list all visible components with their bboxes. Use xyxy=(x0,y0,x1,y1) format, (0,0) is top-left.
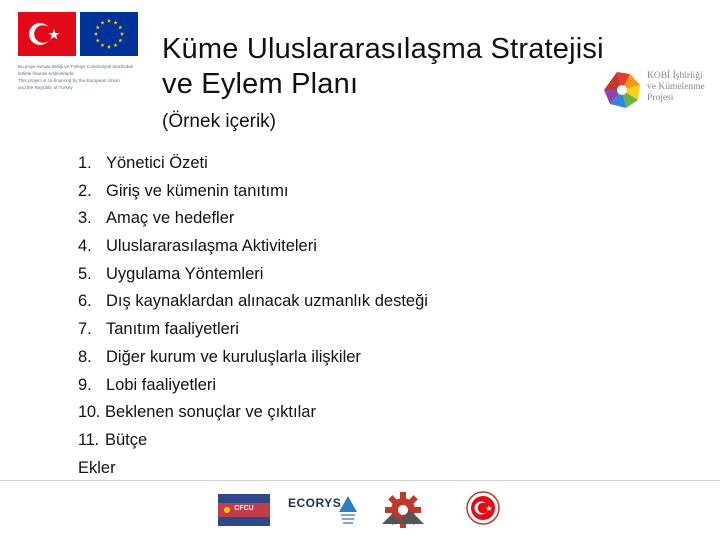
list-item-text: Amaç ve hedefler xyxy=(106,209,235,228)
appendices-label: Ekler xyxy=(78,459,116,477)
ecorys-triangle-icon xyxy=(338,494,358,526)
list-item-text: Lobi faaliyetleri xyxy=(106,375,217,394)
funding-note-line: and the Republic of Turkey xyxy=(18,85,73,90)
list-item-text: Uygulama Yöntemleri xyxy=(106,264,264,283)
project-name xyxy=(647,71,705,104)
list-item xyxy=(78,372,428,400)
ecorys-logo-text: ECORYS xyxy=(288,496,342,510)
cfcu-logo-text: CFCU xyxy=(234,505,254,512)
list-item-text: Dış kaynaklardan alınacak uzmanlık desteği xyxy=(106,292,428,311)
list-item-text: Bütçe xyxy=(105,430,148,449)
list-item-text: Beklenen sonuçlar ve çıktılar xyxy=(105,403,316,422)
turkish-flag-logo xyxy=(18,12,76,56)
list-item xyxy=(78,344,428,372)
eu-star-icon xyxy=(120,32,124,36)
eu-star-icon xyxy=(107,19,111,23)
list-item xyxy=(78,178,428,206)
eu-star-icon xyxy=(113,21,117,25)
list-item-number: 5. xyxy=(78,264,92,283)
project-flower-logo-icon xyxy=(600,68,644,112)
eu-star-icon xyxy=(107,45,111,49)
project-name-line: ve Kümelenme xyxy=(647,82,705,92)
eu-star-icon xyxy=(100,21,104,25)
eu-star-icon xyxy=(94,32,98,36)
funding-note-line: This project is co-financed by the European Union xyxy=(18,78,120,83)
footer-divider xyxy=(0,480,720,481)
list-item xyxy=(78,150,428,178)
contents-list xyxy=(78,150,428,455)
slide-title-line-2: ve Eylem Planı xyxy=(162,68,359,100)
list-item-text: Diğer kurum ve kuruluşlarla ilişkiler xyxy=(106,347,361,366)
list-item-number: 4. xyxy=(78,237,92,256)
eu-star-icon xyxy=(113,43,117,47)
eu-flag-logo xyxy=(80,12,138,56)
list-item xyxy=(78,288,428,316)
eu-star-icon xyxy=(100,43,104,47)
list-item xyxy=(78,399,428,427)
project-name-line: KOBİ İşbirliği xyxy=(647,71,703,81)
list-item xyxy=(78,316,428,344)
list-item xyxy=(78,205,428,233)
list-item-number: 8. xyxy=(78,347,92,366)
list-item xyxy=(78,427,428,455)
list-item-number: 3. xyxy=(78,209,92,228)
eu-star-icon xyxy=(96,38,100,42)
eu-star-icon xyxy=(118,25,122,29)
funding-note xyxy=(18,63,148,91)
list-item-text: Tanıtım faaliyetleri xyxy=(106,320,239,339)
slide-subtitle: (Örnek içerik) xyxy=(162,111,277,132)
list-item-text: Giriş ve kümenin tanıtımı xyxy=(106,181,289,200)
list-item-number: 11. xyxy=(78,430,99,449)
list-item xyxy=(78,233,428,261)
list-item-number: 9. xyxy=(78,375,92,394)
list-item-number: 10. xyxy=(78,403,101,422)
industry-gear-logo-icon xyxy=(380,490,426,530)
list-item-number: 1. xyxy=(78,154,92,172)
list-item-text: Uluslararasılaşma Aktiviteleri xyxy=(106,237,317,256)
eu-star-icon xyxy=(118,38,122,42)
eu-star-icon xyxy=(96,25,100,29)
slide-title-line-1: Küme Uluslararasılaşma Stratejisi xyxy=(162,33,604,65)
project-name-line: Projesi xyxy=(647,93,674,103)
slide-title xyxy=(162,32,604,102)
list-item-text: Yönetici Özeti xyxy=(106,154,208,172)
list-item-number: 7. xyxy=(78,320,92,339)
cfcu-logo xyxy=(218,494,270,526)
list-item-number: 6. xyxy=(78,292,92,311)
ministry-seal-logo-icon xyxy=(466,491,500,525)
funding-note-line: birlikte finanse edilmektedir. xyxy=(18,71,75,76)
list-item-number: 2. xyxy=(78,181,92,200)
funding-note-line: Bu proje Avrupa Birliği ve Türkiye Cumhuriyeti tarafından xyxy=(18,64,134,69)
list-item xyxy=(78,261,428,289)
